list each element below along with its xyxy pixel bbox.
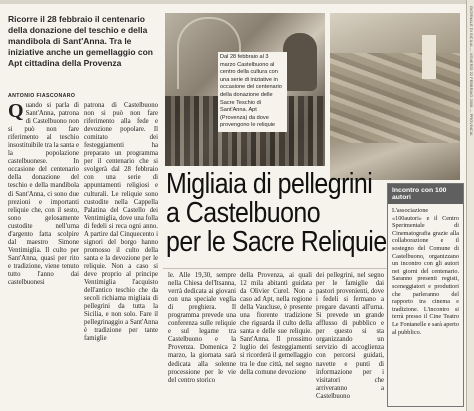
drop-cap: Q — [8, 102, 24, 122]
top-rule — [0, 0, 474, 4]
byline: ANTONIO FIASCONARO — [8, 93, 76, 99]
headline-line-1: Migliaia di pellegrini — [166, 168, 373, 200]
headline-line-2: a Castelbuono — [166, 197, 321, 229]
article-column-2: patrona di Castelbuono non si può non fare riferimento alla fede e devozione popolare. Il comitato dei festeggiamenti ha preparato un programma per il centenario che si svolgerà dal 28 febbraio con una serie di appuntamenti religiosi e culturali. Le reliquie sono custodite nella Cappella Palatina del Castello dei Ventimiglia, dove una folla di fedeli si reca ogni anno. A partire dal Cinquecento i signori del borgo hanno promosso il culto della santa e la devozione per le reliquie. Non a caso si deve proprio al principe Ventimiglia l'acquisto dell'antico teschio che da secoli richiama migliaia di pellegrini da tutta la Sicilia, e non solo. Fare il pellegrinaggio a Sant'Anna è tradizione per tante famiglie — [84, 102, 158, 343]
article-summary: Ricorre il 28 febbraio il centenario della donazione del teschio e della mandibola di Sant'Anna. Tra le iniziative anche un gemellaggio con Apt cittadina della Provenza — [8, 14, 154, 68]
article-column-1: Quando si parla di Sant'Anna, patrona di Castelbuono non si può non fare riferimento al teschio insostituibile tra la santa e la popolazione castelbuonese. In occasione del centenario della donazione del teschio e della mandibola di Sant'Anna, ci sono due prezioni e importanti reliquie che, con il sesto, sono gelosamente custodite nell'urna d'argento fatta scolpire dal maestro Simone Ventimiglia. Il culto per Sant'Anna, quasi per rito e tradizione, viene tenuto tutto l'anno dai castelbuonesi — [8, 102, 79, 287]
article-column-5: dei pellegrini, nel segno per le famiglie dai pastori provenienti, dove i fedeli si fermano a pregare davanti all'urna. Si prevede un grande afflusso di pubblico e per questo si sta organizzando un servizio di accoglienza con percorsi guidati, navette e punti di informazione per i visitatori che arriveranno a Castelbuono — [316, 272, 384, 400]
page-edge-text: GIORNALE DI SICILIA — VENERDÌ 22 FEBBRAIO 2008 — PROVINCIA — [469, 6, 474, 136]
photo-caption: Dal 28 febbraio al 3 marzo Castelbuono al centro della cultura con una serie di iniziative in occasione del centenario della donazione delle Sacre Teschio di Sant'Anna. Apt (Provenza) da dove provengono le reliquie — [218, 52, 287, 132]
article-column-4: della Provenza, ai quali 12 mila abitanti guidata da Olivier Curel. Non a caso ad Apt, nella regione della Vaucluse, è presente una fiorente tradizione che riguarda il culto della santa e delle sue reliquie. Sant'Anna. Il prossimo luglio dei festeggiamenti si ricorderà il gemellaggio tra le due città, nel segno della comune devozione — [240, 272, 312, 376]
sidebar-box-text: L'associazione «100autori» e il Centro Sperimentale di Cinematografia grazie alla collaborazione e il sostegno del Comune di Castelbuono, organizzano un incontro con gli autori nei giorni del centenario. Saranno presenti registi, sceneggiatori e produttori che parleranno del rapporto tra cinema e tradizione. L'incontro si terrà presso il Cine Teatro Le Fontanelle e sarà aperto al pubblico. — [392, 207, 459, 336]
sidebar-box-title: Incontro con 100 autori — [388, 184, 463, 204]
article-column-3: le. Alle 19,30, sempre nella Chiesa del'Itsanna, verrà dedicata ai giovani con una speciale veglia di preghiera. Il programma prevede una conferenza sulle reliquie e sul legame tra Castelbuono e la Provenza. Domenica 2 marzo, la giornata sarà dedicata alla solenne processione per le vie del centro storico — [168, 272, 236, 384]
town-aerial-photo — [330, 13, 460, 180]
headline-line-3: per le Sacre Reliquie — [166, 226, 387, 258]
sidebar-box — [387, 183, 464, 407]
